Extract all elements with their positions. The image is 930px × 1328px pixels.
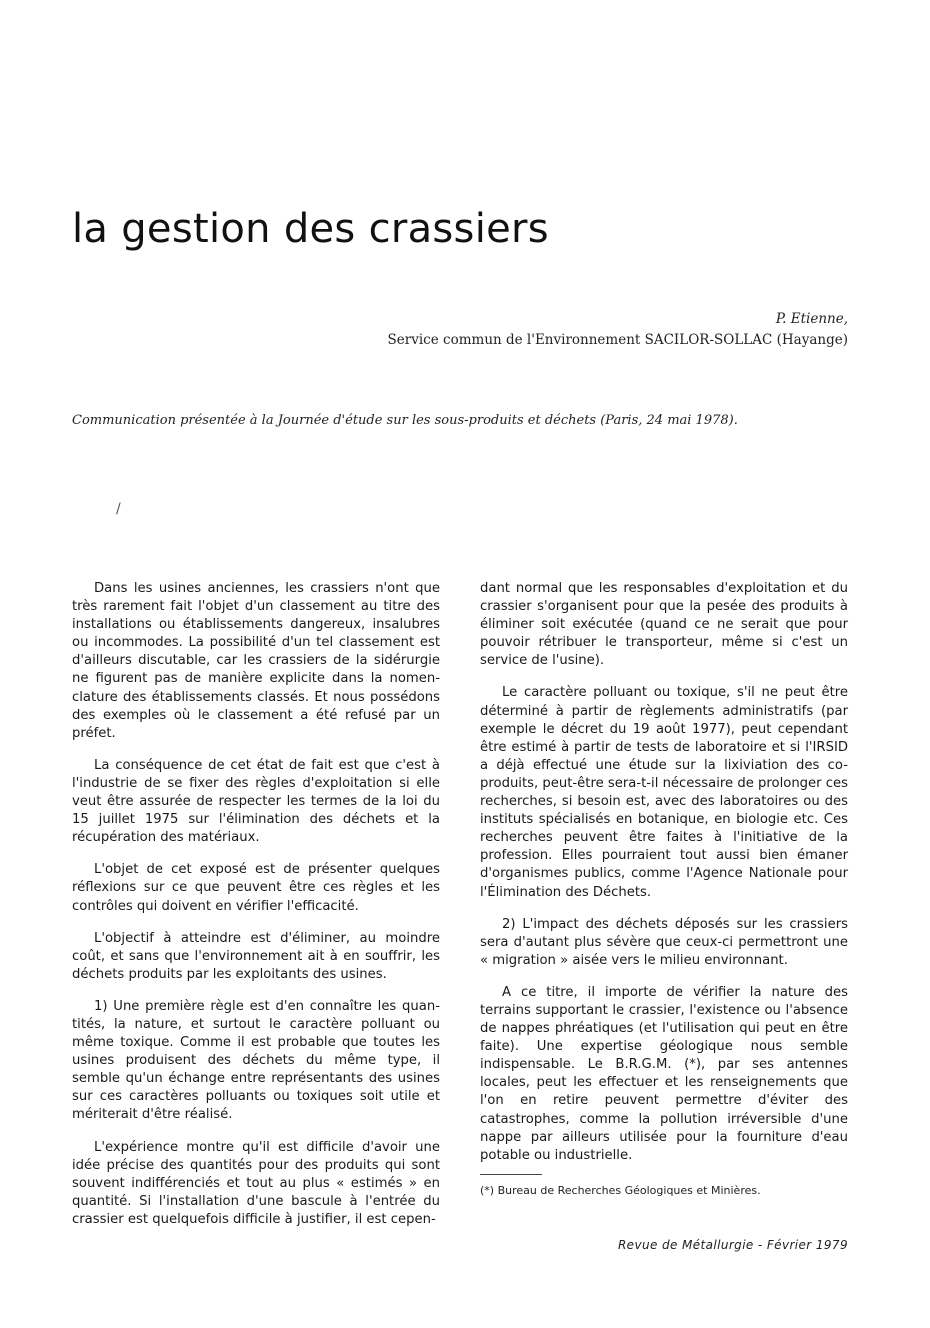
author-name: P. Etienne, [775,311,848,327]
journal-footer: Revue de Métallurgie - Février 1979 [617,1238,848,1252]
paragraph: L'objectif à atteindre est d'éliminer, au moindre coût, et sans que l'environnement ait à en souffrir, les déchets produits par les exploitants des usines. [72,930,440,982]
paragraph: Dans les usines anciennes, les crassiers n'ont que très rarement fait l'objet d'un classement au titre des installations ou établissements dangereux, insalubres ou incommodes. La possibilité d'un tel classement est d'ailleurs discutable, car les crassiers de la sidérurgie ne figurent pas de manière explicite dans la nomenclature des établissements classés. Et nous possédons des exemples où le classement a été refusé par un préfet. [72,581,440,741]
paragraph: 2) L'impact des déchets déposés sur les crassiers sera d'autant plus sévère que ceux-ci permettront une « migration » aisée vers le milieu environnant. [480,916,848,968]
paragraph: La conséquence de cet état de fait est que c'est à l'industrie de se fixer des règles d'exploitation si elle veut être assurée de respecter les termes de la loi du 15 juillet 1975 sur l'élimination des déchets et la récupération des matériaux. [72,757,440,846]
author-block [388,309,848,351]
footnote-divider [480,1174,542,1175]
footnote: (*) Bureau de Recherches Géologiques et Minières. [480,1184,761,1197]
paragraph: L'expérience montre qu'il est difficile d'avoir une idée précise des quantités pour des produits qui sont souvent indifférenciés et tout au plus « estimés » en quantité. Si l'installation d'une bascule à l'entrée du crassier est quelquefois difficile à justifier, il est cepen- [72,1139,440,1227]
communication-note: Communication présentée à la Journée d'étude sur les sous-produits et déchets (Paris, 24 mai 1978). [72,413,738,428]
margin-mark: / [116,501,121,517]
right-column [480,580,848,1179]
article-title: la gestion des crassiers [72,206,549,252]
author-affiliation: Service commun de l'Environnement SACILOR-SOLLAC (Hayange) [387,332,848,348]
paragraph: 1) Une première règle est d'en connaître les quantités, la nature, et surtout le caractère polluant ou même toxique. Comme il est probable que toutes les usines produisent des déchets du même type, il semble qu'un échange entre représentants des usines sur ces caractères polluants ou toxiques soit utile et mériterait d'être réalisé. [72,998,440,1123]
left-column [72,580,440,1243]
paragraph: A ce titre, il importe de vérifier la nature des terrains supportant le crassier, l'existence ou l'absence de nappes phréatiques (et l'utilisation qui peut en être faite). Une expertise géologique nous semble indispensable. Le B.R.G.M. (*), par ses antennes locales, peut les effectuer et les renseignements que l'on en retire peuvent permettre d'éviter des catastrophes, comme la pollution irréversible d'une nappe par ailleurs utilisée pour la fourniture d'eau potable ou industrielle. [480,984,848,1163]
paragraph-continued: dant normal que les responsables d'exploitation et du crassier s'organisent pour que la pesée des produits à éliminer soit exécutée (quand ce ne serait que pour pouvoir rétribuer le transporteur, même si c'est un service de l'usine). [480,581,848,669]
paragraph: Le caractère polluant ou toxique, s'il ne peut être déterminé à partir de règlements administratifs (par exemple le décret du 19 août 1977), peut cependant être estimé à partir de tests de laboratoire et si l'IRSID a déjà effectué une étude sur la lixiviation des co-produits, peut-être sera-t-il nécessaire de prolonger ces recherches, si besoin est, avec des laboratoires ou des instituts spécialisés en botanique, en biologie etc. Ces recherches peuvent être faites à l'initiative de la profession. Elles pourraient tout aussi bien émaner d'organismes publics, comme l'Agence Nationale pour l'Élimination des Déchets. [480,685,849,900]
paragraph: L'objet de cet exposé est de présenter quelques réflexions sur ce que peuvent être ces règles et les contrôles qui doivent en vérifier l'efficacité. [72,862,440,914]
